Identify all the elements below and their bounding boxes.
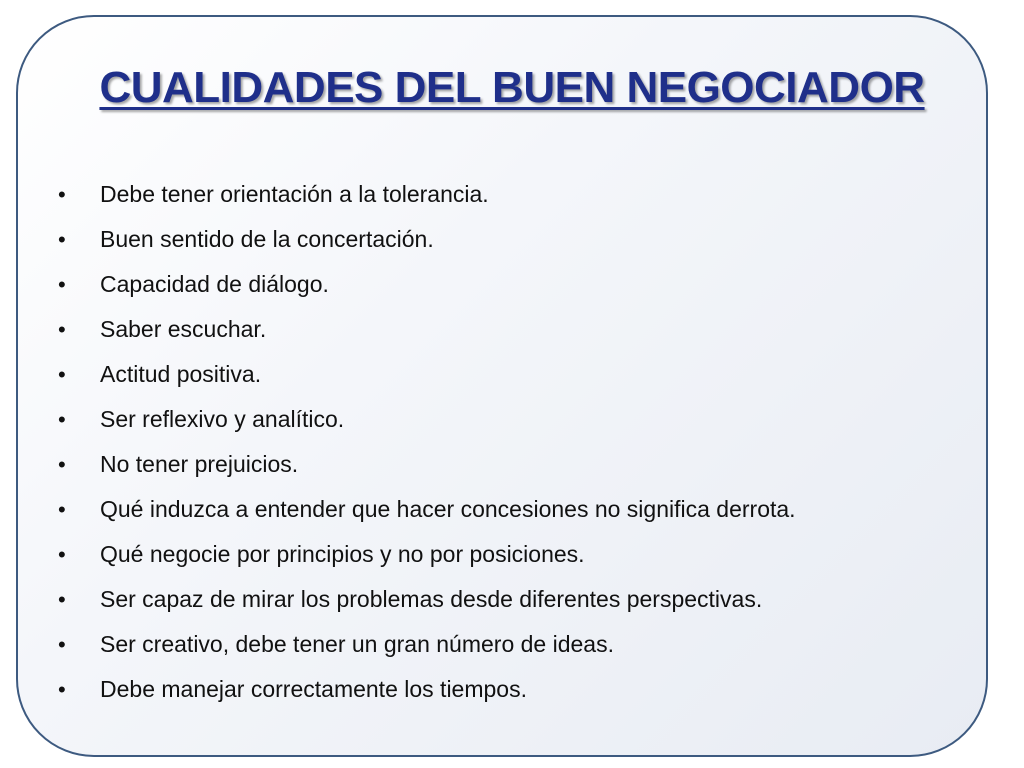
list-item-text: Ser capaz de mirar los problemas desde diferentes perspectivas.: [100, 586, 763, 612]
list-item-text: Ser reflexivo y analítico.: [100, 406, 345, 432]
list-item: [58, 352, 988, 397]
bullet-icon: •: [58, 182, 66, 207]
list-item-text: Qué negocie por principios y no por posiciones.: [100, 541, 585, 567]
list-item-text: Qué induzca a entender que hacer concesiones no significa derrota.: [100, 496, 796, 522]
list-item-text: Saber escuchar.: [100, 316, 267, 342]
bullet-icon: •: [58, 497, 66, 522]
list-item: [58, 667, 988, 712]
list-item-text: Buen sentido de la concertación.: [100, 226, 434, 252]
bullet-icon: •: [58, 227, 66, 252]
bullet-icon: •: [58, 677, 66, 702]
list-item: [58, 397, 988, 442]
list-item-text: No tener prejuicios.: [100, 451, 299, 477]
list-item-text: Capacidad de diálogo.: [100, 271, 329, 297]
bullet-icon: •: [58, 632, 66, 657]
list-item: [58, 532, 988, 577]
bullet-icon: •: [58, 362, 66, 387]
bullet-icon: •: [58, 317, 66, 342]
list-item: [58, 487, 988, 532]
slide-title: CUALIDADES DEL BUEN NEGOCIADOR: [99, 63, 925, 112]
list-item-text: Ser creativo, debe tener un gran número de ideas.: [100, 631, 614, 657]
bullet-icon: •: [58, 407, 66, 432]
list-item-text: Debe tener orientación a la tolerancia.: [100, 181, 489, 207]
bullet-list: [58, 172, 988, 712]
list-item: [58, 217, 988, 262]
list-item-text: Debe manejar correctamente los tiempos.: [100, 676, 527, 702]
bullet-icon: •: [58, 587, 66, 612]
list-item: [58, 307, 988, 352]
list-item-text: Actitud positiva.: [100, 361, 262, 387]
bullet-icon: •: [58, 272, 66, 297]
list-item: [58, 577, 988, 622]
list-item: [58, 622, 988, 667]
list-item: [58, 442, 988, 487]
list-item: [58, 262, 988, 307]
bullet-icon: •: [58, 452, 66, 477]
list-item: [58, 172, 988, 217]
bullet-icon: •: [58, 542, 66, 567]
